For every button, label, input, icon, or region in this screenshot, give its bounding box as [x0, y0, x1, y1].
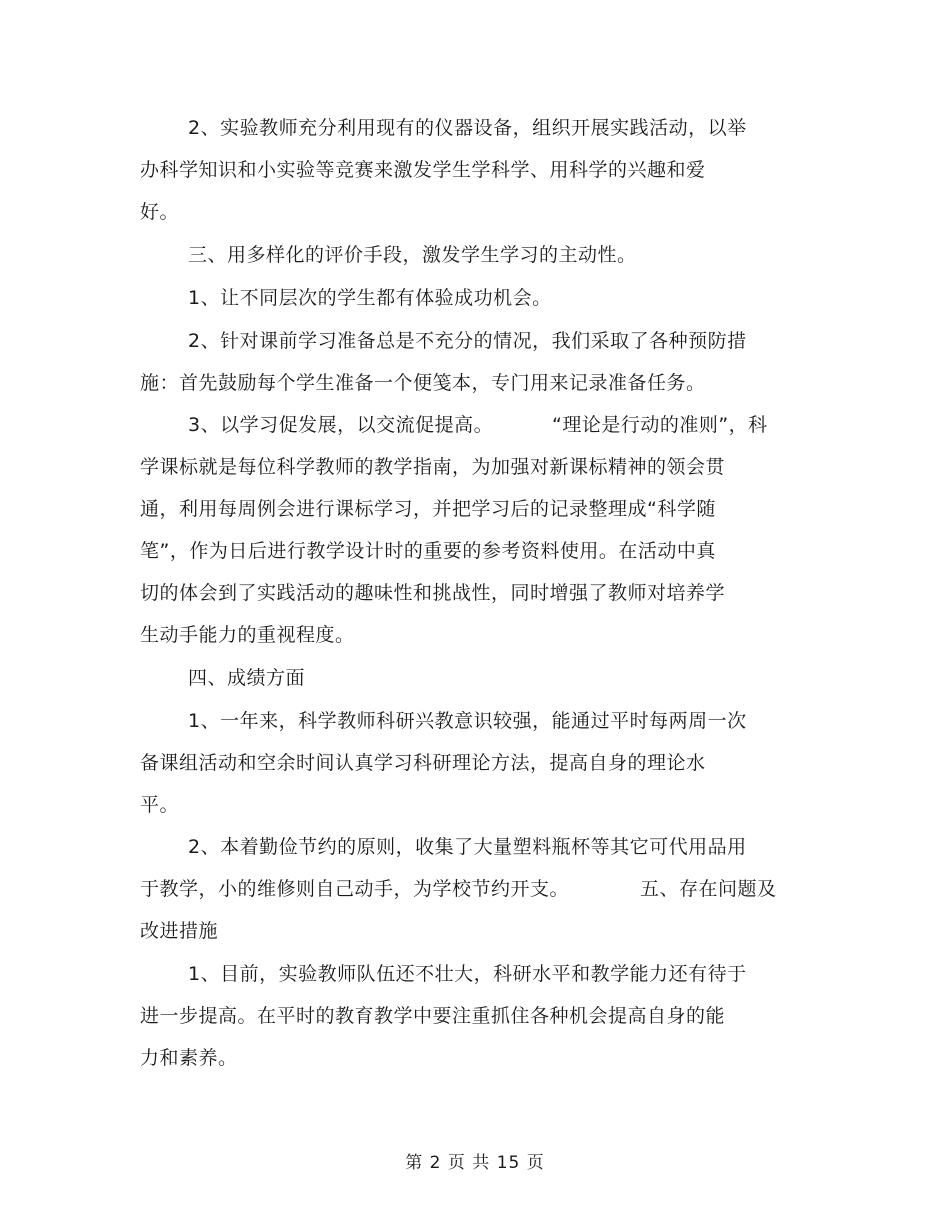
paragraph-line: 笔”，作为日后进行教学设计时的重要的参考资料使用。在活动中真 [140, 540, 716, 562]
paragraph-line: 1、一年来，科学教师科研兴教意识较强，能通过平时每两周一次 [188, 710, 747, 732]
paragraph-line: 切的体会到了实践活动的趣味性和挑战性，同时增强了教师对培养学 [140, 582, 726, 604]
paragraph-line: 备课组活动和空余时间认真学习科研理论方法，提高自身的理论水 [140, 752, 706, 774]
paragraph-line: 施：首先鼓励每个学生准备一个便笺本，专门用来记录准备任务。 [140, 372, 706, 394]
paragraph-line: 1、目前，实验教师队伍还不壮大，科研水平和教学能力还有待于 [188, 963, 747, 985]
paragraph-line: “理论是行动的准则”，科 [552, 414, 768, 436]
paragraph-line: 力和素养。 [140, 1047, 238, 1069]
paragraph-line: 2、针对课前学习准备总是不充分的情况，我们采取了各种预防措 [188, 330, 747, 352]
paragraph-line: 好。 [140, 201, 180, 223]
section-heading: 四、成绩方面 [188, 667, 306, 689]
page-number-footer: 第 2 页 共 15 页 [405, 1153, 545, 1173]
paragraph-line: 3、以学习促发展，以交流促提高。 [188, 414, 494, 436]
paragraph-line: 1、让不同层次的学生都有体验成功机会。 [188, 287, 552, 309]
paragraph-line: 进一步提高。在平时的教育教学中要注重抓住各种机会提高自身的能 [140, 1005, 726, 1027]
paragraph-line: 于教学，小的维修则自己动手，为学校节约开支。 [140, 878, 570, 900]
paragraph-line: 2、实验教师充分利用现有的仪器设备，组织开展实践活动，以举 [188, 117, 747, 139]
paragraph-line: 平。 [140, 794, 180, 816]
paragraph-line: 办科学知识和小实验等竞赛来激发学生学科学、用科学的兴趣和爱 [140, 159, 706, 181]
paragraph-line: 生动手能力的重视程度。 [140, 624, 355, 646]
paragraph-line: 学课标就是每位科学教师的教学指南，为加强对新课标精神的领会贯 [140, 456, 726, 478]
section-heading: 改进措施 [140, 920, 219, 942]
section-heading: 三、用多样化的评价手段，激发学生学习的主动性。 [188, 244, 637, 266]
paragraph-line: 2、本着勤俭节约的原则，收集了大量塑料瓶杯等其它可代用品用 [188, 836, 747, 858]
section-heading: 五、存在问题及 [640, 878, 777, 900]
paragraph-line: 通，利用每周例会进行课标学习，并把学习后的记录整理成“科学随 [140, 498, 716, 520]
